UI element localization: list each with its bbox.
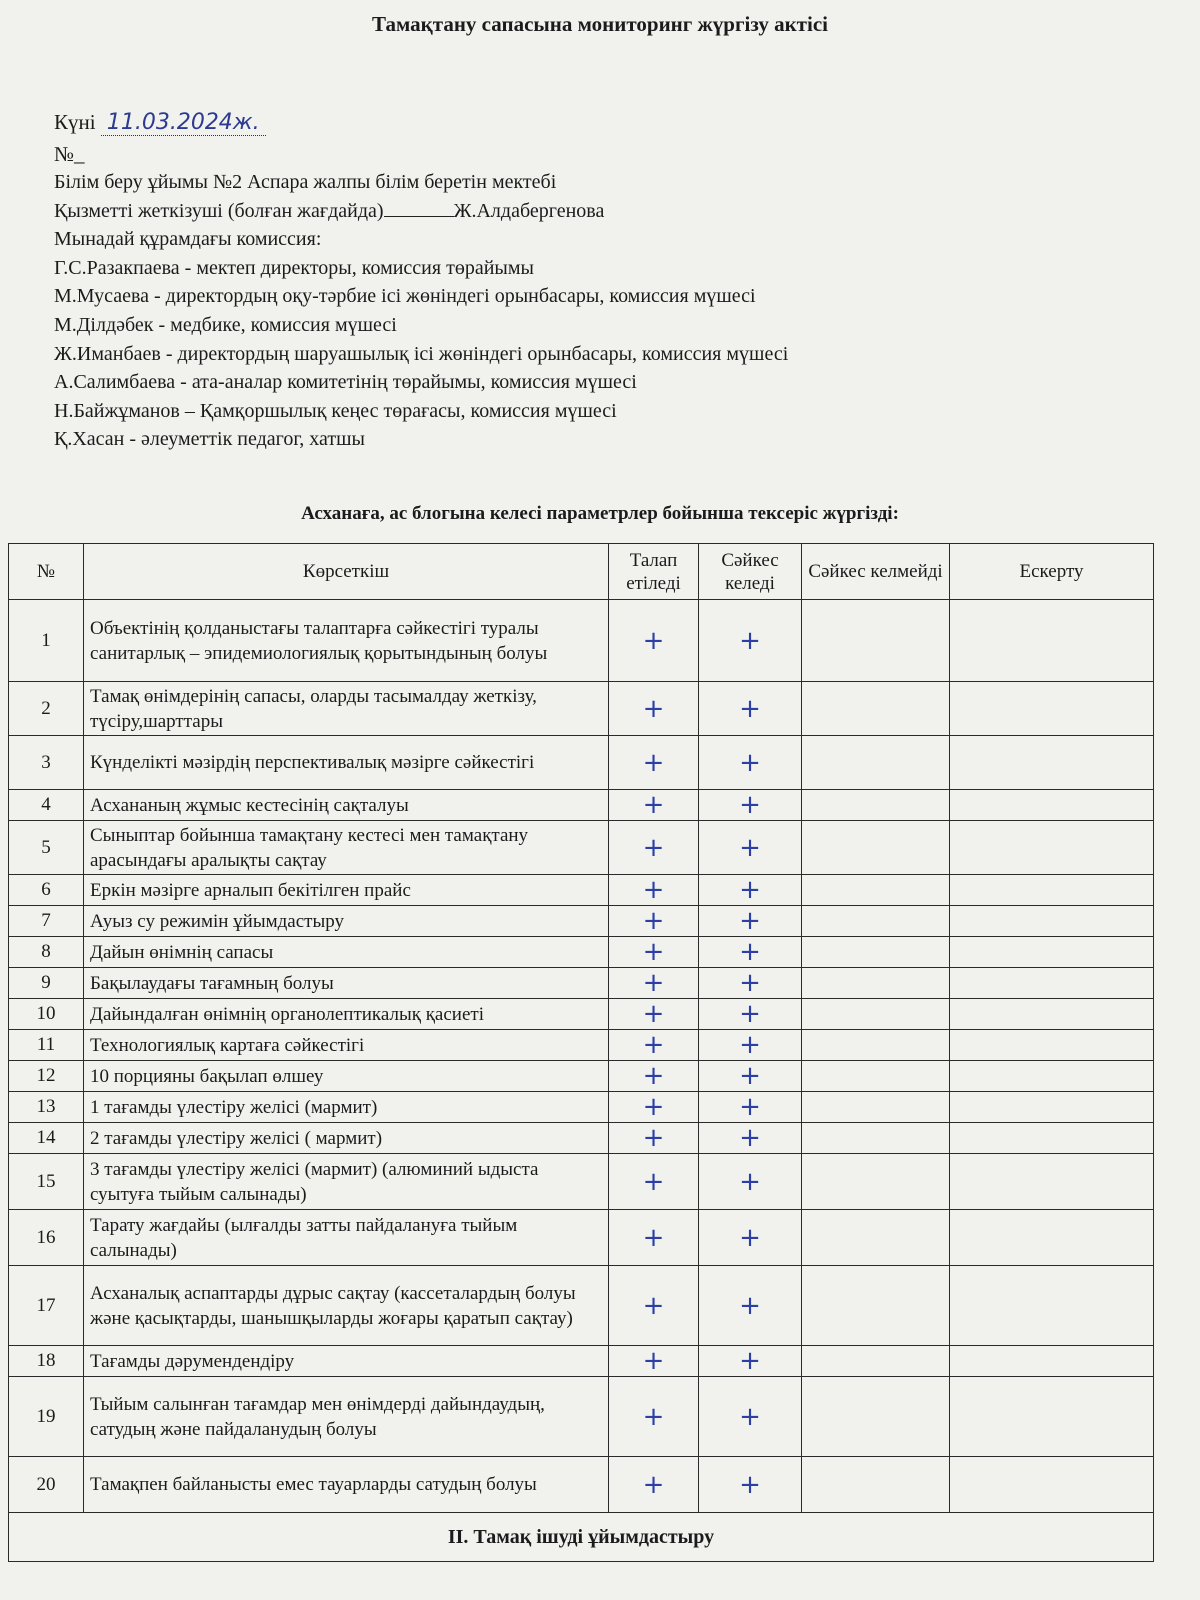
- table-row: [9, 790, 1154, 821]
- row-number: 20: [9, 1457, 84, 1513]
- note-cell: [950, 1346, 1154, 1377]
- noncompliant-mark: [802, 999, 950, 1030]
- note-cell: [950, 682, 1154, 736]
- note-cell: [950, 790, 1154, 821]
- noncompliant-mark: [802, 875, 950, 906]
- table-row: [9, 968, 1154, 999]
- noncompliant-mark: [802, 1457, 950, 1513]
- required-mark: +: [609, 1457, 699, 1513]
- compliant-mark: +: [699, 1123, 802, 1154]
- table-row: [9, 1377, 1154, 1457]
- row-indicator: Еркін мәзірге арналып бекітілген прайс: [84, 875, 609, 906]
- required-mark: +: [609, 682, 699, 736]
- noncompliant-mark: [802, 1154, 950, 1210]
- row-number: 5: [9, 821, 84, 875]
- table-row: [9, 682, 1154, 736]
- row-indicator: Тарату жағдайы (ылғалды затты пайдалануға тыйым салынады): [84, 1210, 609, 1266]
- row-number: 16: [9, 1210, 84, 1266]
- noncompliant-mark: [802, 1092, 950, 1123]
- noncompliant-mark: [802, 906, 950, 937]
- compliant-mark: +: [699, 682, 802, 736]
- row-indicator: 1 тағамды үлестіру желісі (мармит): [84, 1092, 609, 1123]
- row-indicator: Объектінің қолданыстағы талаптарға сәйкестігі туралы санитарлық – эпидемиологиялық қорытындының болуы: [84, 600, 609, 682]
- table-title: Асханаға, ас блогына келесі параметрлер бойынша тексеріс жүргізді:: [301, 503, 899, 524]
- note-cell: [950, 1123, 1154, 1154]
- compliant-mark: +: [699, 937, 802, 968]
- supplier-blank: [384, 198, 454, 217]
- row-number: 12: [9, 1061, 84, 1092]
- required-mark: +: [609, 1266, 699, 1346]
- row-indicator: Технологиялық картаға сәйкестігі: [84, 1030, 609, 1061]
- table-row: [9, 1266, 1154, 1346]
- row-indicator: Ауыз су режимін ұйымдастыру: [84, 906, 609, 937]
- table-row: [9, 821, 1154, 875]
- row-number: 8: [9, 937, 84, 968]
- required-mark: +: [609, 1092, 699, 1123]
- row-number: 6: [9, 875, 84, 906]
- compliant-mark: +: [699, 1266, 802, 1346]
- row-number: 18: [9, 1346, 84, 1377]
- table-row: [9, 1154, 1154, 1210]
- row-indicator: Күнделікті мәзірдің перспективалық мәзірге сәйкестігі: [84, 736, 609, 790]
- commission-member: А.Салимбаева - ата-аналар комитетінің төрайымы, комиссия мүшесі: [54, 371, 637, 394]
- required-mark: +: [609, 1030, 699, 1061]
- table-row: [9, 1030, 1154, 1061]
- table-row: [9, 1092, 1154, 1123]
- required-mark: +: [609, 1377, 699, 1457]
- row-number: 11: [9, 1030, 84, 1061]
- noncompliant-mark: [802, 1377, 950, 1457]
- compliant-mark: +: [699, 1377, 802, 1457]
- noncompliant-mark: [802, 1210, 950, 1266]
- noncompliant-mark: [802, 1061, 950, 1092]
- date-handwritten-value: 11.03.2024ж.: [101, 110, 266, 136]
- compliant-mark: +: [699, 999, 802, 1030]
- table-row: [9, 875, 1154, 906]
- row-number: 4: [9, 790, 84, 821]
- row-indicator: Дайын өнімнің сапасы: [84, 937, 609, 968]
- col-header-noncompliant: Сәйкес келмейді: [802, 544, 950, 600]
- col-header-num: №: [9, 544, 84, 600]
- noncompliant-mark: [802, 1346, 950, 1377]
- note-cell: [950, 906, 1154, 937]
- compliant-mark: +: [699, 821, 802, 875]
- note-cell: [950, 1457, 1154, 1513]
- note-cell: [950, 875, 1154, 906]
- required-mark: +: [609, 1210, 699, 1266]
- table-row: [9, 999, 1154, 1030]
- row-indicator: Асхананың жұмыс кестесінің сақталуы: [84, 790, 609, 821]
- row-indicator: Тамақпен байланысты емес тауарларды сатудың болуы: [84, 1457, 609, 1513]
- table-row: [9, 1346, 1154, 1377]
- row-indicator: 2 тағамды үлестіру желісі ( мармит): [84, 1123, 609, 1154]
- row-number: 10: [9, 999, 84, 1030]
- note-cell: [950, 968, 1154, 999]
- compliant-mark: +: [699, 1154, 802, 1210]
- compliant-mark: +: [699, 875, 802, 906]
- row-number: 19: [9, 1377, 84, 1457]
- required-mark: +: [609, 821, 699, 875]
- section2-title: II. Тамақ ішуді ұйымдастыру: [9, 1513, 1154, 1562]
- noncompliant-mark: [802, 682, 950, 736]
- noncompliant-mark: [802, 821, 950, 875]
- required-mark: +: [609, 937, 699, 968]
- date-label: Күні: [54, 110, 96, 134]
- section2-row: [9, 1513, 1154, 1562]
- table-header-row: [9, 544, 1154, 600]
- table-row: [9, 1061, 1154, 1092]
- row-indicator: Тағамды дәрумендендіру: [84, 1346, 609, 1377]
- required-mark: +: [609, 600, 699, 682]
- required-mark: +: [609, 1123, 699, 1154]
- table-row: [9, 1123, 1154, 1154]
- supplier-line: [54, 197, 788, 226]
- table-row: [9, 1210, 1154, 1266]
- noncompliant-mark: [802, 1030, 950, 1061]
- table-row: [9, 736, 1154, 790]
- compliant-mark: +: [699, 1092, 802, 1123]
- required-mark: +: [609, 875, 699, 906]
- row-number: 9: [9, 968, 84, 999]
- table-row: [9, 906, 1154, 937]
- organization-line: Білім беру ұйымы №2 Аспара жалпы білім беретін мектебі: [54, 171, 557, 193]
- note-cell: [950, 1061, 1154, 1092]
- noncompliant-mark: [802, 790, 950, 821]
- required-mark: +: [609, 1154, 699, 1210]
- table-row: [9, 1457, 1154, 1513]
- col-header-compliant: Сәйкес келеді: [699, 544, 802, 600]
- row-number: 3: [9, 736, 84, 790]
- row-indicator: Бақылаудағы тағамның болуы: [84, 968, 609, 999]
- required-mark: +: [609, 906, 699, 937]
- row-number: 2: [9, 682, 84, 736]
- inspection-table: [8, 543, 1154, 1562]
- compliant-mark: +: [699, 1457, 802, 1513]
- noncompliant-mark: [802, 937, 950, 968]
- col-header-note: Ескерту: [950, 544, 1154, 600]
- row-number: 15: [9, 1154, 84, 1210]
- compliant-mark: +: [699, 1346, 802, 1377]
- supplier-name: Ж.Алдабергенова: [453, 199, 605, 222]
- document-title: Тамақтану сапасына мониторинг жүргізу актісі: [372, 12, 828, 36]
- row-indicator: 10 порцияны бақылап өлшеу: [84, 1061, 609, 1092]
- supplier-label: Қызметті жеткізуші (болған жағдайда): [54, 199, 384, 222]
- required-mark: +: [609, 1061, 699, 1092]
- compliant-mark: +: [699, 790, 802, 821]
- row-indicator: Сыныптар бойынша тамақтану кестесі мен тамақтану арасындағы аралықты сақтау: [84, 821, 609, 875]
- row-number: 7: [9, 906, 84, 937]
- commission-member: Н.Байжұманов – Қамқоршылық кеңес төрағасы, комиссия мүшесі: [54, 399, 617, 422]
- noncompliant-mark: [802, 968, 950, 999]
- row-number: 1: [9, 600, 84, 682]
- col-header-required: Талап етіледі: [609, 544, 699, 600]
- commission-member: М.Ділдәбек - медбике, комиссия мүшесі: [54, 313, 397, 336]
- required-mark: +: [609, 736, 699, 790]
- note-cell: [950, 600, 1154, 682]
- act-number: №_: [54, 142, 85, 166]
- noncompliant-mark: [802, 736, 950, 790]
- row-number: 17: [9, 1266, 84, 1346]
- table-row: [9, 937, 1154, 968]
- required-mark: +: [609, 790, 699, 821]
- required-mark: +: [609, 999, 699, 1030]
- compliant-mark: +: [699, 968, 802, 999]
- commission-member: Қ.Хасан - әлеуметтік педагог, хатшы: [54, 428, 365, 451]
- compliant-mark: +: [699, 600, 802, 682]
- commission-member: Г.С.Разакпаева - мектеп директоры, комиссия төрайымы: [54, 256, 534, 279]
- row-indicator: Тыйым салынған тағамдар мен өнімдерді дайындаудың, сатудың және пайдаланудың болуы: [84, 1377, 609, 1457]
- col-header-indicator: Көрсеткіш: [84, 544, 609, 600]
- noncompliant-mark: [802, 600, 950, 682]
- noncompliant-mark: [802, 1266, 950, 1346]
- commission-label: Мынадай құрамдағы комиссия:: [54, 228, 322, 251]
- noncompliant-mark: [802, 1123, 950, 1154]
- compliant-mark: +: [699, 1030, 802, 1061]
- note-cell: [950, 736, 1154, 790]
- note-cell: [950, 999, 1154, 1030]
- required-mark: +: [609, 968, 699, 999]
- note-cell: [950, 1210, 1154, 1266]
- note-cell: [950, 1377, 1154, 1457]
- compliant-mark: +: [699, 906, 802, 937]
- compliant-mark: +: [699, 1061, 802, 1092]
- commission-member: Ж.Иманбаев - директордың шаруашылық ісі жөніндегі орынбасары, комиссия мүшесі: [54, 342, 789, 365]
- note-cell: [950, 1154, 1154, 1210]
- row-indicator: Тамақ өнімдерінің сапасы, оларды тасымалдау жеткізу, түсіру,шарттары: [84, 682, 609, 736]
- header-info: [54, 168, 788, 454]
- required-mark: +: [609, 1346, 699, 1377]
- compliant-mark: +: [699, 736, 802, 790]
- table-row: [9, 600, 1154, 682]
- date-line: [54, 110, 266, 135]
- note-cell: [950, 937, 1154, 968]
- note-cell: [950, 1266, 1154, 1346]
- row-indicator: Дайындалған өнімнің органолептикалық қасиеті: [84, 999, 609, 1030]
- row-indicator: Асханалық аспаптарды дұрыс сақтау (кассеталардың болуы және қасықтарды, шанышқыларды жоғары қаратып сақтау): [84, 1266, 609, 1346]
- row-number: 14: [9, 1123, 84, 1154]
- compliant-mark: +: [699, 1210, 802, 1266]
- note-cell: [950, 1030, 1154, 1061]
- note-cell: [950, 1092, 1154, 1123]
- row-number: 13: [9, 1092, 84, 1123]
- row-indicator: 3 тағамды үлестіру желісі (мармит) (алюминий ыдыста суытуға тыйым салынады): [84, 1154, 609, 1210]
- commission-member: М.Мусаева - директордың оқу-тәрбие ісі жөніндегі орынбасары, комиссия мүшесі: [54, 285, 756, 308]
- note-cell: [950, 821, 1154, 875]
